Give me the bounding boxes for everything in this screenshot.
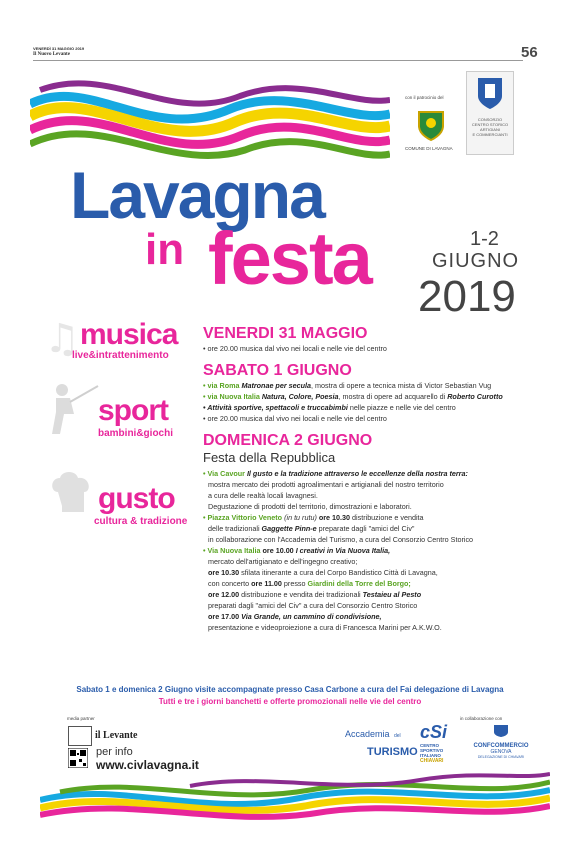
saturday-item-4: • ore 20.00 musica dal vivo nei locali e nelle vie del centro: [203, 414, 387, 423]
sunday-item-3: • Via Nuova Italia ore 10.00 I creativi in Via Nuova Italia,: [203, 546, 391, 555]
category-musica-sub: live&intrattenimento: [72, 350, 169, 361]
sunday-item-3-line-8: presentazione e videoproiezione a cura di Francesca Marini per A.K.W.O.: [208, 623, 442, 632]
sunday-item-3-line-6: preparati dagli "amici del Civ" a cura del Consorzio Centro Storico: [208, 601, 418, 610]
saturday-item-2: • via Nuova Italia Natura, Colore, Poesia, mostra di opere ad acquarello di Roberto Curotto: [203, 392, 503, 401]
fencer-icon: [40, 380, 100, 440]
media-partner-label: media partner: [67, 716, 95, 721]
sunday-item-1: • Via Cavour Il gusto e la tradizione attraverso le eccellenze della nostra terra:: [203, 469, 468, 478]
accademia-turismo-logo: Accademia del TURISMO: [345, 729, 418, 758]
collaboration-label: in collaborazione con: [460, 716, 503, 721]
per-info-label: per info: [96, 746, 133, 758]
sunday-item-3-line-5: ore 12.00 distribuzione e vendita dei tradizionali Testaieu al Pesto: [208, 590, 422, 599]
consorzio-line-3: ARTIGIANI: [480, 127, 500, 132]
bottom-note-1: Sabato 1 e domenica 2 Giugno visite accompagnate presso Casa Carbone a cura del Fai delegazione di Lavagna: [76, 685, 504, 694]
consorzio-line-2: CENTRO STORICO: [471, 122, 509, 127]
sunday-item-1-line-4: Degustazione di prodotti del territorio, dimostrazioni e laboratori.: [208, 502, 412, 511]
bottom-note-2: Tutti e tre i giorni banchetti e offerte promozionali nelle vie del centro: [158, 697, 422, 706]
comune-name: COMUNE DI LAVAGNA: [405, 146, 453, 151]
schedule: [203, 325, 548, 633]
friday-item-1: • ore 20.00 musica dal vivo nei locali e nelle vie del centro: [203, 344, 387, 353]
paper-name: Il Nuovo Levante: [33, 52, 70, 57]
consorzio-logo: [466, 71, 514, 155]
saturday-item-1: • via Roma Matronae per secula, mostra di opere a tecnica mista di Victor Sebastian Vug: [203, 381, 492, 390]
bottom-waves-graphic: [40, 760, 550, 820]
chef-hat-icon: [48, 470, 98, 520]
category-gusto: [38, 470, 198, 540]
category-gusto-word: gusto: [98, 482, 175, 515]
header-divider: [33, 60, 523, 61]
event-month: GIUGNO: [432, 250, 520, 272]
csi-logo: cSi CENTRO SPORTIVO ITALIANO CHIAVARI: [420, 722, 460, 764]
category-sport: [38, 380, 198, 450]
website-link[interactable]: www.civlavagna.it: [96, 758, 199, 772]
consorzio-line-1: CONSORZIO: [477, 117, 503, 122]
saturday-title: SABATO 1 GIUGNO: [203, 362, 352, 379]
sunday-item-1-line-3: a cura delle realtà locali lavagnesi.: [208, 491, 318, 500]
consorzio-line-4: E COMMERCIANTI: [472, 132, 508, 137]
consorzio-crest-icon: [467, 72, 513, 112]
event-year: 2019: [418, 272, 516, 321]
category-musica: [38, 312, 198, 372]
confcommercio-logo: CONFCOMMERCIO GENOVA DELEGAZIONE DI CHIAVARI: [468, 724, 534, 759]
category-sport-sub: bambini&giochi: [98, 428, 173, 439]
confcommercio-crest-icon: [493, 724, 509, 738]
csi-mark-icon: cSi: [420, 722, 448, 742]
sunday-title: DOMENICA 2 GIUGNO: [203, 432, 373, 449]
title-in: in: [145, 225, 185, 274]
sunday-item-2: • Piazza Vittorio Veneto (in tu rutu) ore 10.30 distribuzione e vendita: [203, 513, 424, 522]
saturday-item-3: • Attività sportive, spettacoli e truccabimbi nelle piazze e nelle vie del centro: [203, 403, 456, 412]
title-lavagna: Lavagna: [70, 158, 324, 232]
friday-title: VENERDI 31 MAGGIO: [203, 325, 368, 342]
sunday-item-3-line-3: ore 10.30 sfilata itinerante a cura del Corpo Bandistico Città di Lavagna,: [208, 568, 438, 577]
civ-logo-icon: [68, 726, 92, 746]
sunday-item-3-line-7: ore 17.00 Via Grande, un cammino di condivisione,: [208, 612, 382, 621]
comune-crest-icon: [414, 108, 448, 142]
sunday-item-2-line-3: in collaborazione con l'Accademia del Turismo, a cura del Consorzio Centro Storico: [208, 535, 474, 544]
levante-logo: il Levante: [95, 730, 138, 741]
event-days: 1-2: [470, 228, 499, 250]
patronage-text: con il patrocinio del: [405, 95, 444, 100]
title-festa: festa: [208, 217, 371, 300]
sunday-subtitle: Festa della Repubblica: [203, 450, 336, 465]
sunday-item-2-line-2: delle tradizionali Gaggette Pinn-e preparate dagli "amici del Civ": [208, 524, 415, 533]
date-line: VENERDÌ 31 MAGGIO 2019: [33, 46, 85, 51]
page-number: 56: [521, 44, 538, 61]
sunday-item-3-line-4: con concerto ore 11.00 presso Giardini della Torre del Borgo;: [208, 579, 411, 588]
category-sport-word: sport: [98, 394, 168, 427]
sunday-item-3-line-2: mercato dell'artigianato e dell'ingegno creativo;: [208, 557, 358, 566]
svg-text:♫: ♫: [44, 316, 80, 362]
sunday-item-1-line-2: mostra mercato dei prodotti agroalimentari e artigianali del nostro territorio: [208, 480, 444, 489]
category-musica-word: musica: [80, 318, 178, 351]
category-gusto-sub: cultura & tradizione: [94, 516, 188, 527]
